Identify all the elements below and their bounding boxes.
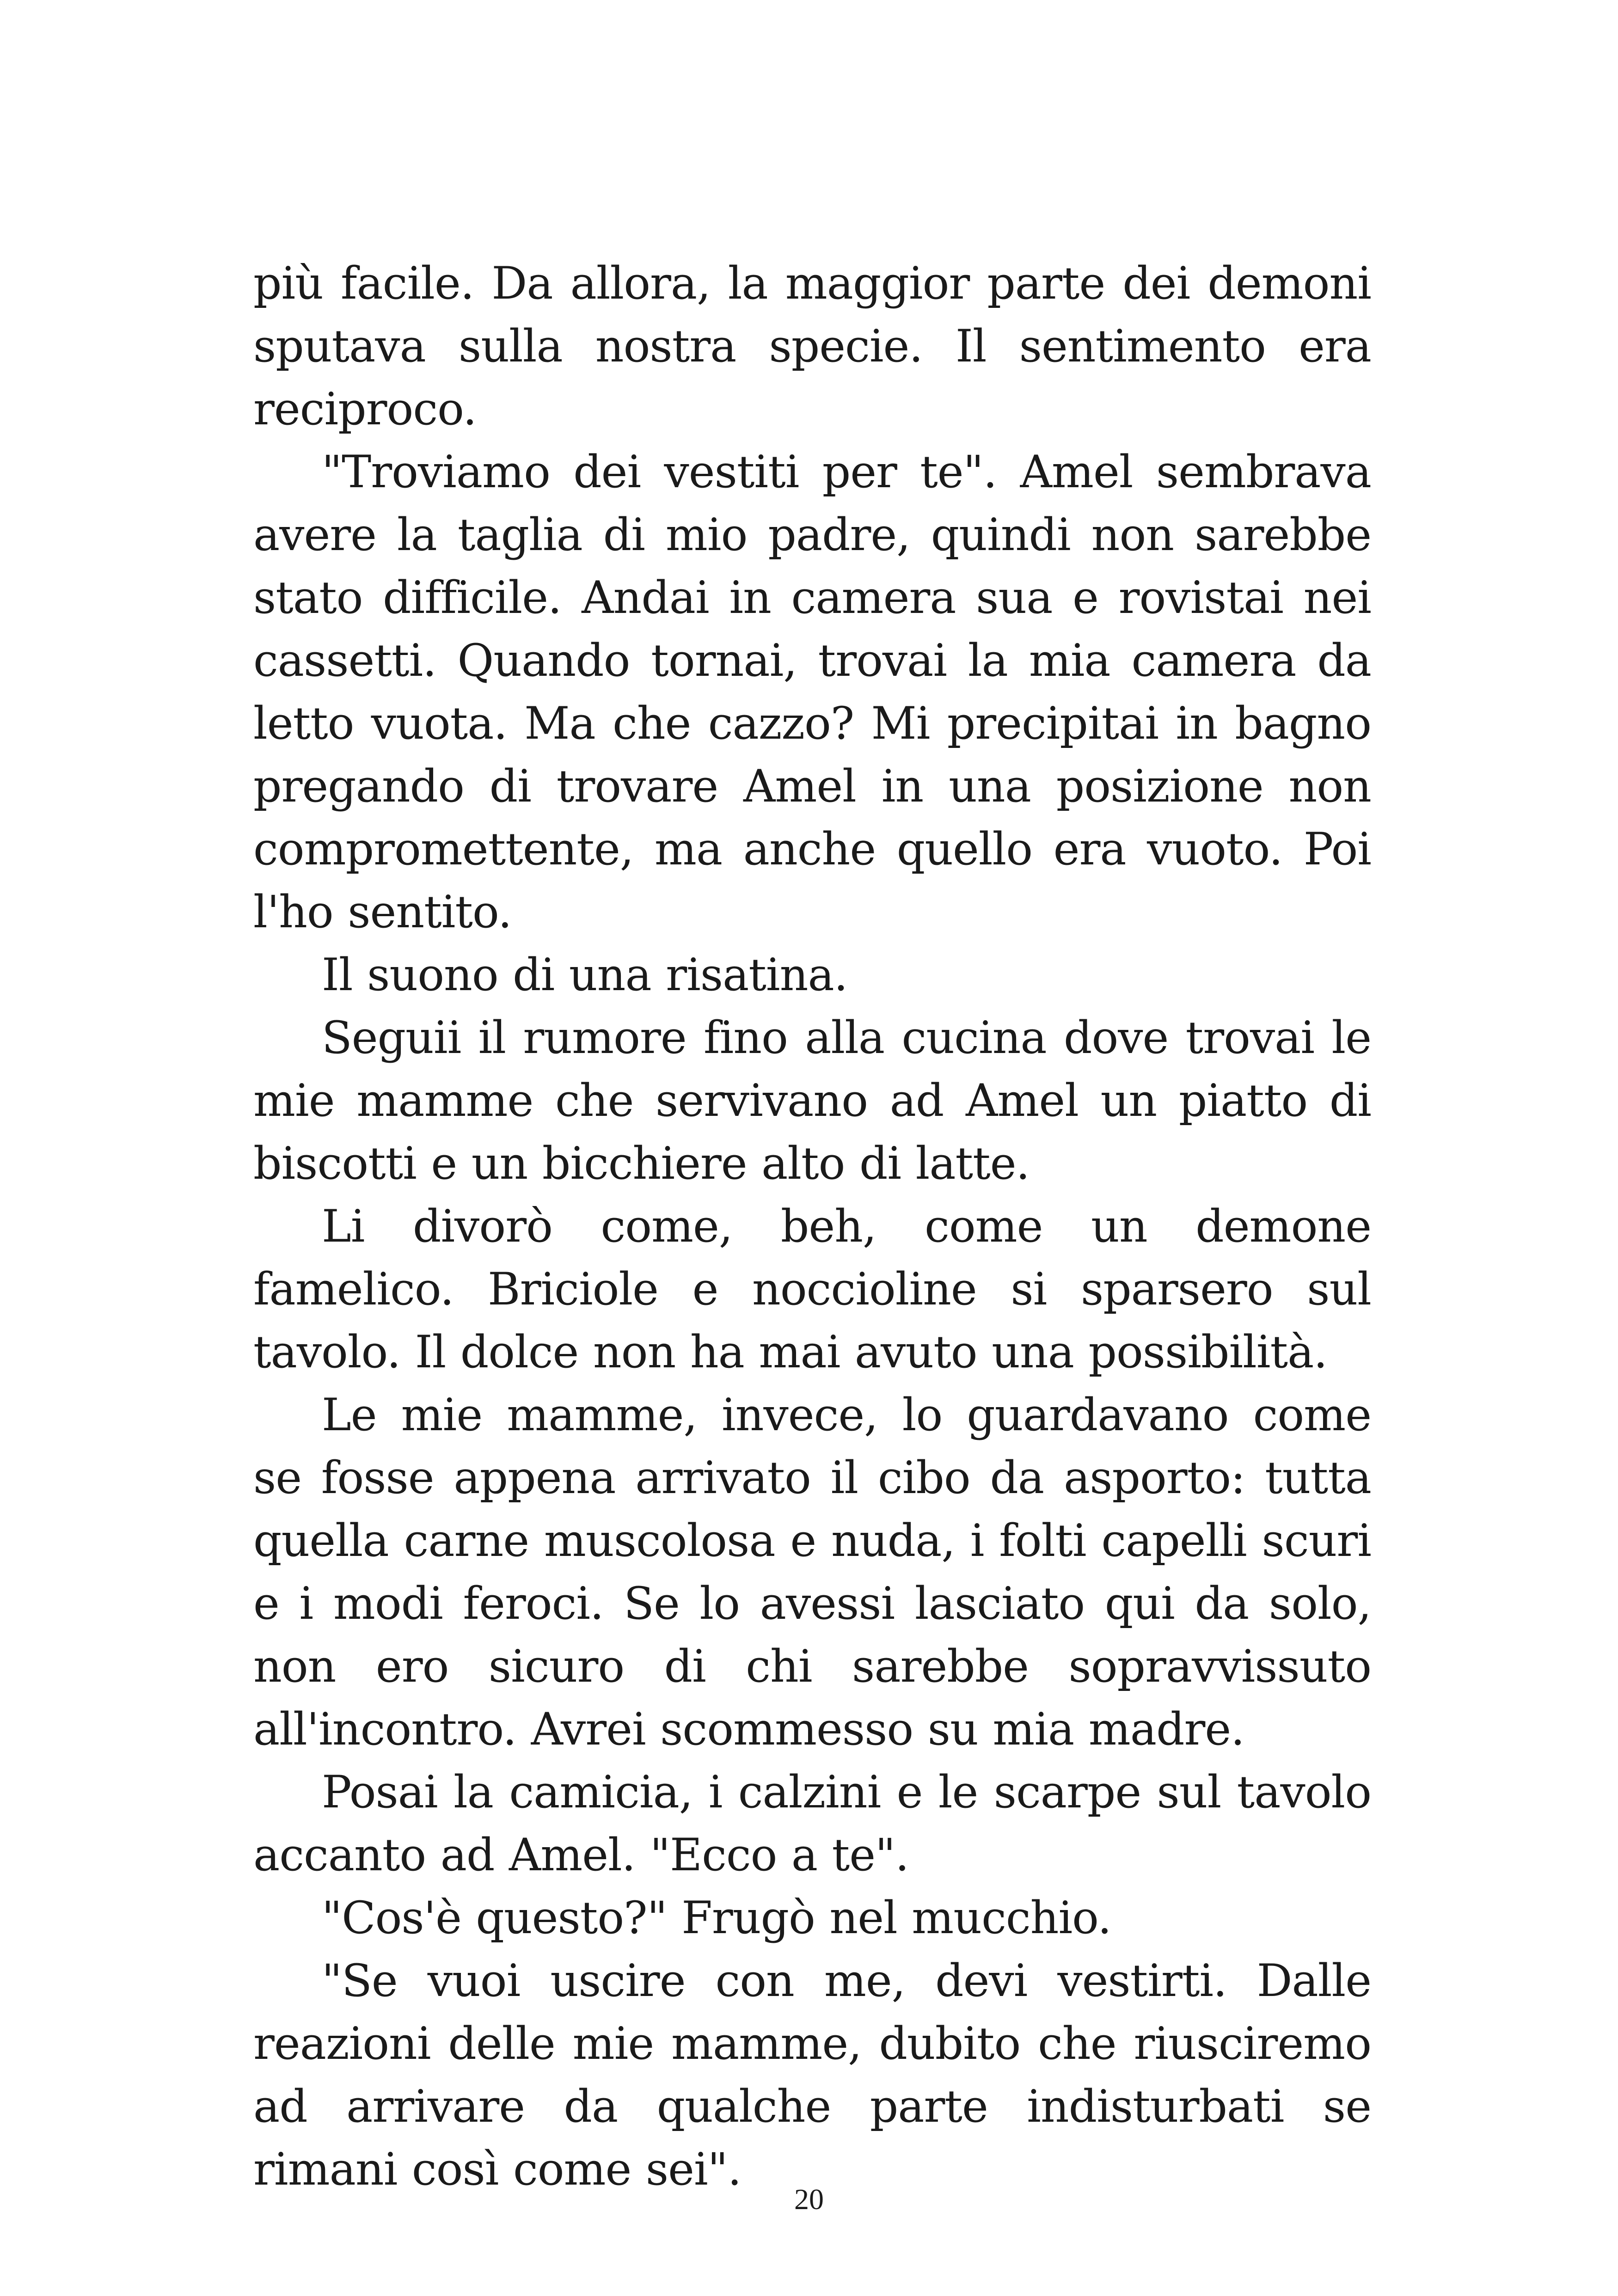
body-text [253, 252, 1371, 2201]
paragraph: Le mie mamme, invece, lo guardavano come se fosse appena arrivato il cibo da asporto: tutta quella carne muscolosa e nuda, i folti capelli scuri e i modi feroci. Se lo avessi lasciato qui da solo, non ero sicuro di chi sarebbe sopravvissuto all'incontro. Avrei scommesso su mia madre. [253, 1389, 1371, 1755]
paragraph: Seguii il rumore fino alla cucina dove trovai le mie mamme che servivano ad Amel un piatto di biscotti e un bicchiere alto di latte. [253, 1012, 1371, 1189]
paragraph: Il suono di una risatina. [322, 949, 848, 1001]
paragraph: "Cos'è questo?" Frugò nel mucchio. [322, 1892, 1111, 1944]
paragraph-continuation: più facile. Da allora, la maggior parte dei demoni sputava sulla nostra specie. Il sentimento era reciproco. [253, 257, 1371, 435]
paragraph: "Troviamo dei vestiti per te". Amel sembrava avere la taglia di mio padre, quindi non sarebbe stato difficile. Andai in camera sua e rovistai nei cassetti. Quando tornai, trovai la mia camera da letto vuota. Ma che cazzo? Mi precipitai in bagno pregando di trovare Amel in una posizione non compromettente, ma anche quello era vuoto. Poi l'ho sentito. [253, 446, 1371, 938]
paragraph: Posai la camicia, i calzini e le scarpe sul tavolo accanto ad Amel. "Ecco a te". [253, 1766, 1371, 1881]
paragraph: "Se vuoi uscire con me, devi vestirti. Dalle reazioni delle mie mamme, dubito che riusciremo ad arrivare da qualche parte indisturbati se rimani così come sei". [253, 1955, 1371, 2195]
page-number: 20 [794, 2183, 824, 2216]
paragraph: Li divorò come, beh, come un demone famelico. Briciole e noccioline si sparsero sul tavolo. Il dolce non ha mai avuto una possibilità. [253, 1200, 1371, 1378]
